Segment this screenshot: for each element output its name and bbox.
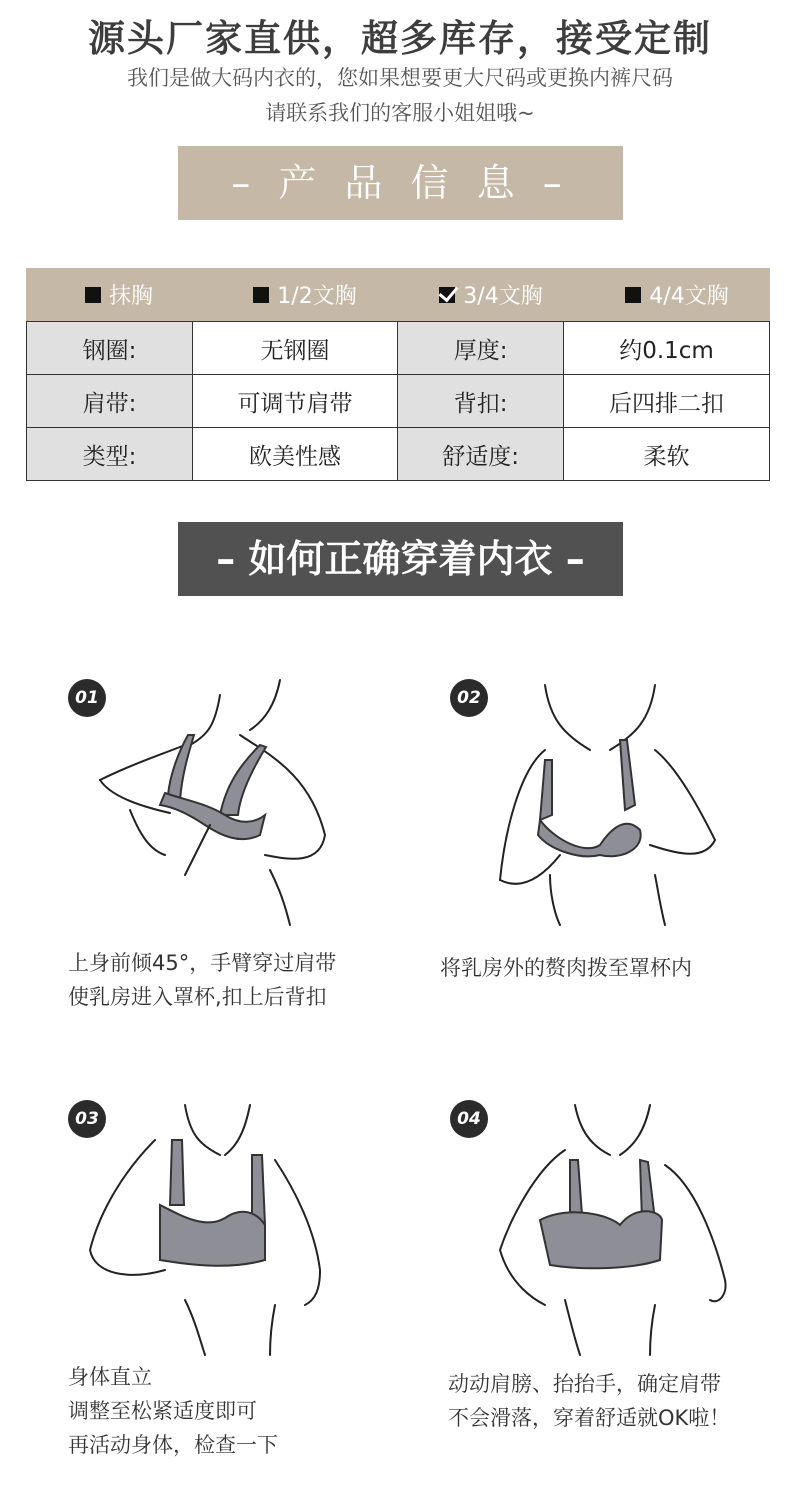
cup-option-label: 3/4文胸 [463,284,543,309]
spec-value: 约0.1cm [564,322,770,375]
cup-option-0 [26,268,212,321]
spec-key: 钢圈: [27,322,193,375]
step-caption [448,1367,730,1435]
spec-table [26,268,770,481]
caption-line: 将乳房外的赘肉拨至罩杯内 [440,956,692,980]
spec-key: 背扣: [398,375,564,428]
spec-value: 后四排二扣 [564,375,770,428]
spec-key: 肩带: [27,375,193,428]
cup-option-2 [398,268,584,321]
spec-key: 类型: [27,428,193,481]
caption-line: 使乳房进入罩杯,扣上后背扣 [68,985,327,1009]
step-3-illustration [80,1100,340,1360]
checkbox-icon [85,287,101,303]
spec-grid [26,321,770,481]
table-row [27,375,770,428]
headline: 源头厂家直供，超多库存，接受定制 [88,17,712,60]
checkbox-icon [253,287,269,303]
spec-value: 无钢圈 [192,322,397,375]
step-number-badge: 02 [450,679,488,717]
caption-line: 不会滑落，穿着舒适就OK啦！ [448,1406,731,1430]
cup-option-3 [584,268,770,321]
product-info-banner: – 产 品 信 息 – [178,146,623,220]
spec-value: 可调节肩带 [192,375,397,428]
subline-1: 我们是做大码内衣的，您如果想要更大尺码或更换内裤尺码 [127,66,673,90]
checkbox-checked-icon [439,287,455,303]
table-row [27,322,770,375]
step-4-illustration [490,1100,740,1360]
step-number-badge: 03 [68,1100,106,1138]
cup-option-label: 抹胸 [108,284,153,309]
caption-line: 上身前倾45°，手臂穿过肩带 [68,951,337,975]
spec-value: 柔软 [564,428,770,481]
spec-value: 欧美性感 [192,428,397,481]
step-1-illustration [90,675,350,935]
cup-option-label: 1/2文胸 [277,284,357,309]
step-number-badge: 04 [450,1100,488,1138]
step-caption [68,946,336,1014]
step-number-badge: 01 [68,679,106,717]
guide-banner: – 如何正确穿着内衣 – [178,522,623,596]
subline-2: 请联系我们的客服小姐姐哦~ [265,101,535,125]
step-caption [440,951,692,985]
caption-line: 再活动身体，检查一下 [68,1433,278,1457]
cup-option-1 [212,268,398,321]
spec-key: 厚度: [398,322,564,375]
caption-line: 动动肩膀、抬抬手，确定肩带 [448,1372,721,1396]
cup-option-label: 4/4文胸 [649,284,729,309]
checkbox-icon [625,287,641,303]
step-2-illustration [490,680,730,930]
step-caption [68,1360,278,1462]
table-row [27,428,770,481]
caption-line: 身体直立 [68,1365,152,1389]
caption-line: 调整至松紧适度即可 [68,1399,257,1423]
cup-option-row [26,268,770,321]
spec-key: 舒适度: [398,428,564,481]
